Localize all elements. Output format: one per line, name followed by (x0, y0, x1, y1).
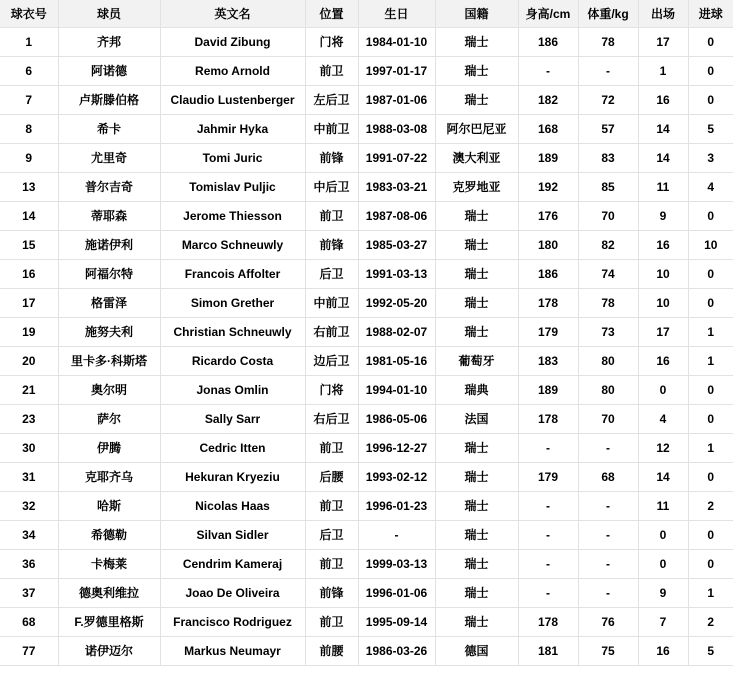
cell-birthday: 1991-07-22 (358, 143, 435, 172)
cell-birthday: 1996-01-06 (358, 578, 435, 607)
cell-nationality: 瑞士 (435, 259, 518, 288)
cell-birthday: 1984-01-10 (358, 27, 435, 56)
cell-jersey-number: 9 (0, 143, 58, 172)
cell-player-name: 奥尔明 (58, 375, 160, 404)
cell-player-name: 阿福尔特 (58, 259, 160, 288)
cell-height-cm: - (518, 578, 578, 607)
cell-birthday: 1994-01-10 (358, 375, 435, 404)
cell-goals: 0 (688, 27, 733, 56)
table-row (0, 636, 733, 665)
cell-english-name: Markus Neumayr (160, 636, 305, 665)
cell-birthday: 1988-02-07 (358, 317, 435, 346)
cell-weight-kg: - (578, 520, 638, 549)
cell-player-name: 诺伊迈尔 (58, 636, 160, 665)
table-row (0, 259, 733, 288)
cell-jersey-number: 13 (0, 172, 58, 201)
cell-english-name: Claudio Lustenberger (160, 85, 305, 114)
cell-jersey-number: 16 (0, 259, 58, 288)
cell-nationality: 瑞士 (435, 433, 518, 462)
cell-nationality: 瑞士 (435, 578, 518, 607)
cell-jersey-number: 68 (0, 607, 58, 636)
cell-weight-kg: 80 (578, 346, 638, 375)
cell-jersey-number: 36 (0, 549, 58, 578)
cell-english-name: Remo Arnold (160, 56, 305, 85)
cell-weight-kg: 83 (578, 143, 638, 172)
cell-english-name: Simon Grether (160, 288, 305, 317)
cell-height-cm: 179 (518, 317, 578, 346)
cell-weight-kg: 85 (578, 172, 638, 201)
cell-english-name: David Zibung (160, 27, 305, 56)
cell-height-cm: 186 (518, 27, 578, 56)
table-row (0, 433, 733, 462)
cell-goals: 5 (688, 114, 733, 143)
table-row (0, 462, 733, 491)
cell-weight-kg: 78 (578, 27, 638, 56)
cell-weight-kg: 73 (578, 317, 638, 346)
cell-english-name: Ricardo Costa (160, 346, 305, 375)
cell-jersey-number: 34 (0, 520, 58, 549)
cell-appearances: 17 (638, 27, 688, 56)
cell-position: 门将 (305, 375, 358, 404)
column-header-weight-kg: 体重/kg (578, 0, 638, 27)
cell-birthday: 1987-01-06 (358, 85, 435, 114)
table-row (0, 607, 733, 636)
column-header-height-cm: 身高/cm (518, 0, 578, 27)
cell-jersey-number: 32 (0, 491, 58, 520)
table-row (0, 56, 733, 85)
cell-height-cm: 181 (518, 636, 578, 665)
cell-english-name: Sally Sarr (160, 404, 305, 433)
cell-appearances: 7 (638, 607, 688, 636)
cell-player-name: 希卡 (58, 114, 160, 143)
cell-height-cm: 192 (518, 172, 578, 201)
cell-nationality: 瑞士 (435, 462, 518, 491)
cell-player-name: 格雷泽 (58, 288, 160, 317)
cell-birthday: 1996-12-27 (358, 433, 435, 462)
column-header-nationality: 国籍 (435, 0, 518, 27)
cell-goals: 0 (688, 259, 733, 288)
cell-nationality: 瑞士 (435, 607, 518, 636)
cell-appearances: 1 (638, 56, 688, 85)
cell-birthday: 1991-03-13 (358, 259, 435, 288)
cell-goals: 1 (688, 317, 733, 346)
cell-jersey-number: 7 (0, 85, 58, 114)
cell-player-name: 卢斯滕伯格 (58, 85, 160, 114)
cell-height-cm: 182 (518, 85, 578, 114)
cell-position: 左后卫 (305, 85, 358, 114)
cell-appearances: 11 (638, 491, 688, 520)
cell-position: 前卫 (305, 549, 358, 578)
cell-nationality: 瑞士 (435, 56, 518, 85)
cell-weight-kg: 68 (578, 462, 638, 491)
table-row (0, 549, 733, 578)
cell-birthday: 1988-03-08 (358, 114, 435, 143)
cell-appearances: 14 (638, 114, 688, 143)
cell-nationality: 德国 (435, 636, 518, 665)
cell-goals: 1 (688, 578, 733, 607)
table-row (0, 201, 733, 230)
cell-weight-kg: 76 (578, 607, 638, 636)
cell-position: 中前卫 (305, 114, 358, 143)
table-row (0, 520, 733, 549)
cell-nationality: 法国 (435, 404, 518, 433)
cell-goals: 5 (688, 636, 733, 665)
cell-weight-kg: - (578, 433, 638, 462)
cell-english-name: Christian Schneuwly (160, 317, 305, 346)
table-row (0, 404, 733, 433)
table-row (0, 375, 733, 404)
cell-birthday: 1996-01-23 (358, 491, 435, 520)
cell-birthday: 1993-02-12 (358, 462, 435, 491)
cell-position: 前锋 (305, 143, 358, 172)
cell-height-cm: - (518, 433, 578, 462)
cell-goals: 0 (688, 375, 733, 404)
cell-birthday: 1983-03-21 (358, 172, 435, 201)
cell-english-name: Cedric Itten (160, 433, 305, 462)
cell-english-name: Marco Schneuwly (160, 230, 305, 259)
cell-goals: 2 (688, 607, 733, 636)
cell-goals: 0 (688, 201, 733, 230)
cell-weight-kg: 78 (578, 288, 638, 317)
cell-player-name: 克耶齐乌 (58, 462, 160, 491)
cell-appearances: 14 (638, 143, 688, 172)
cell-player-name: 卡梅莱 (58, 549, 160, 578)
cell-player-name: 阿诺德 (58, 56, 160, 85)
cell-nationality: 瑞士 (435, 27, 518, 56)
column-header-appearances: 出场 (638, 0, 688, 27)
cell-appearances: 16 (638, 346, 688, 375)
table-row (0, 346, 733, 375)
cell-appearances: 17 (638, 317, 688, 346)
cell-height-cm: 178 (518, 288, 578, 317)
cell-position: 后腰 (305, 462, 358, 491)
cell-goals: 3 (688, 143, 733, 172)
cell-position: 前卫 (305, 607, 358, 636)
cell-nationality: 瑞士 (435, 549, 518, 578)
cell-goals: 0 (688, 520, 733, 549)
cell-jersey-number: 30 (0, 433, 58, 462)
cell-nationality: 瑞士 (435, 201, 518, 230)
cell-nationality: 瑞士 (435, 288, 518, 317)
cell-appearances: 14 (638, 462, 688, 491)
cell-appearances: 0 (638, 375, 688, 404)
cell-nationality: 葡萄牙 (435, 346, 518, 375)
table-row (0, 172, 733, 201)
cell-birthday: - (358, 520, 435, 549)
table-row (0, 143, 733, 172)
cell-goals: 0 (688, 85, 733, 114)
table-row (0, 578, 733, 607)
cell-position: 前卫 (305, 433, 358, 462)
cell-english-name: Tomislav Puljic (160, 172, 305, 201)
cell-english-name: Silvan Sidler (160, 520, 305, 549)
cell-weight-kg: - (578, 56, 638, 85)
cell-goals: 0 (688, 56, 733, 85)
cell-jersey-number: 17 (0, 288, 58, 317)
cell-appearances: 4 (638, 404, 688, 433)
cell-nationality: 瑞士 (435, 317, 518, 346)
cell-jersey-number: 19 (0, 317, 58, 346)
cell-position: 中后卫 (305, 172, 358, 201)
cell-height-cm: 178 (518, 607, 578, 636)
cell-appearances: 16 (638, 636, 688, 665)
cell-nationality: 瑞士 (435, 230, 518, 259)
table-body (0, 27, 733, 665)
cell-birthday: 1986-05-06 (358, 404, 435, 433)
cell-height-cm: 168 (518, 114, 578, 143)
cell-english-name: Jonas Omlin (160, 375, 305, 404)
cell-position: 中前卫 (305, 288, 358, 317)
cell-goals: 2 (688, 491, 733, 520)
cell-english-name: Cendrim Kameraj (160, 549, 305, 578)
cell-weight-kg: 72 (578, 85, 638, 114)
cell-birthday: 1985-03-27 (358, 230, 435, 259)
table-row (0, 230, 733, 259)
cell-appearances: 9 (638, 201, 688, 230)
cell-weight-kg: - (578, 491, 638, 520)
cell-weight-kg: 70 (578, 201, 638, 230)
cell-jersey-number: 6 (0, 56, 58, 85)
cell-position: 后卫 (305, 520, 358, 549)
cell-appearances: 0 (638, 549, 688, 578)
table-row (0, 85, 733, 114)
cell-appearances: 16 (638, 230, 688, 259)
cell-jersey-number: 20 (0, 346, 58, 375)
cell-position: 前锋 (305, 230, 358, 259)
cell-goals: 0 (688, 288, 733, 317)
column-header-goals: 进球 (688, 0, 733, 27)
cell-weight-kg: 82 (578, 230, 638, 259)
cell-jersey-number: 31 (0, 462, 58, 491)
cell-goals: 1 (688, 346, 733, 375)
cell-english-name: Joao De Oliveira (160, 578, 305, 607)
cell-goals: 0 (688, 549, 733, 578)
cell-player-name: 施诺伊利 (58, 230, 160, 259)
cell-appearances: 0 (638, 520, 688, 549)
cell-english-name: Nicolas Haas (160, 491, 305, 520)
cell-appearances: 11 (638, 172, 688, 201)
cell-weight-kg: 57 (578, 114, 638, 143)
cell-nationality: 瑞士 (435, 520, 518, 549)
cell-height-cm: 189 (518, 143, 578, 172)
column-header-player-name: 球员 (58, 0, 160, 27)
cell-english-name: Tomi Juric (160, 143, 305, 172)
cell-height-cm: 186 (518, 259, 578, 288)
cell-appearances: 9 (638, 578, 688, 607)
column-header-position: 位置 (305, 0, 358, 27)
cell-position: 前卫 (305, 201, 358, 230)
cell-position: 门将 (305, 27, 358, 56)
cell-goals: 4 (688, 172, 733, 201)
cell-nationality: 澳大利亚 (435, 143, 518, 172)
cell-goals: 0 (688, 462, 733, 491)
cell-jersey-number: 21 (0, 375, 58, 404)
table-row (0, 491, 733, 520)
cell-english-name: Jahmir Hyka (160, 114, 305, 143)
cell-weight-kg: - (578, 549, 638, 578)
cell-nationality: 阿尔巴尼亚 (435, 114, 518, 143)
cell-position: 前卫 (305, 56, 358, 85)
cell-nationality: 瑞士 (435, 85, 518, 114)
cell-weight-kg: 80 (578, 375, 638, 404)
column-header-jersey-number: 球衣号 (0, 0, 58, 27)
cell-goals: 10 (688, 230, 733, 259)
cell-player-name: 希德勒 (58, 520, 160, 549)
cell-player-name: F.罗德里格斯 (58, 607, 160, 636)
cell-birthday: 1987-08-06 (358, 201, 435, 230)
cell-weight-kg: - (578, 578, 638, 607)
cell-appearances: 12 (638, 433, 688, 462)
cell-jersey-number: 15 (0, 230, 58, 259)
cell-position: 右前卫 (305, 317, 358, 346)
cell-appearances: 10 (638, 259, 688, 288)
table-row (0, 27, 733, 56)
cell-birthday: 1999-03-13 (358, 549, 435, 578)
cell-jersey-number: 8 (0, 114, 58, 143)
cell-height-cm: 189 (518, 375, 578, 404)
cell-height-cm: - (518, 549, 578, 578)
cell-player-name: 施努夫利 (58, 317, 160, 346)
cell-position: 边后卫 (305, 346, 358, 375)
cell-birthday: 1981-05-16 (358, 346, 435, 375)
cell-goals: 1 (688, 433, 733, 462)
cell-goals: 0 (688, 404, 733, 433)
cell-height-cm: 178 (518, 404, 578, 433)
table-header-row (0, 0, 733, 27)
column-header-english-name: 英文名 (160, 0, 305, 27)
cell-nationality: 瑞典 (435, 375, 518, 404)
cell-position: 前锋 (305, 578, 358, 607)
cell-birthday: 1992-05-20 (358, 288, 435, 317)
cell-player-name: 里卡多·科斯塔 (58, 346, 160, 375)
cell-jersey-number: 1 (0, 27, 58, 56)
cell-appearances: 16 (638, 85, 688, 114)
cell-birthday: 1997-01-17 (358, 56, 435, 85)
cell-player-name: 萨尔 (58, 404, 160, 433)
cell-height-cm: 176 (518, 201, 578, 230)
cell-position: 前腰 (305, 636, 358, 665)
cell-appearances: 10 (638, 288, 688, 317)
cell-player-name: 尤里奇 (58, 143, 160, 172)
cell-player-name: 德奥利维拉 (58, 578, 160, 607)
column-header-birthday: 生日 (358, 0, 435, 27)
cell-position: 前卫 (305, 491, 358, 520)
cell-height-cm: 179 (518, 462, 578, 491)
cell-height-cm: - (518, 56, 578, 85)
cell-player-name: 蒂耶森 (58, 201, 160, 230)
cell-player-name: 哈斯 (58, 491, 160, 520)
cell-player-name: 伊腾 (58, 433, 160, 462)
cell-height-cm: 180 (518, 230, 578, 259)
cell-weight-kg: 75 (578, 636, 638, 665)
cell-player-name: 齐邦 (58, 27, 160, 56)
cell-nationality: 克罗地亚 (435, 172, 518, 201)
cell-height-cm: - (518, 491, 578, 520)
cell-jersey-number: 37 (0, 578, 58, 607)
cell-height-cm: - (518, 520, 578, 549)
cell-player-name: 普尔吉奇 (58, 172, 160, 201)
cell-english-name: Jerome Thiesson (160, 201, 305, 230)
table-row (0, 288, 733, 317)
cell-weight-kg: 74 (578, 259, 638, 288)
cell-weight-kg: 70 (578, 404, 638, 433)
cell-english-name: Hekuran Kryeziu (160, 462, 305, 491)
cell-height-cm: 183 (518, 346, 578, 375)
cell-nationality: 瑞士 (435, 491, 518, 520)
cell-english-name: Francisco Rodriguez (160, 607, 305, 636)
cell-birthday: 1986-03-26 (358, 636, 435, 665)
cell-jersey-number: 77 (0, 636, 58, 665)
cell-position: 后卫 (305, 259, 358, 288)
table-row (0, 114, 733, 143)
cell-jersey-number: 14 (0, 201, 58, 230)
cell-english-name: Francois Affolter (160, 259, 305, 288)
cell-jersey-number: 23 (0, 404, 58, 433)
table-row (0, 317, 733, 346)
cell-position: 右后卫 (305, 404, 358, 433)
cell-birthday: 1995-09-14 (358, 607, 435, 636)
